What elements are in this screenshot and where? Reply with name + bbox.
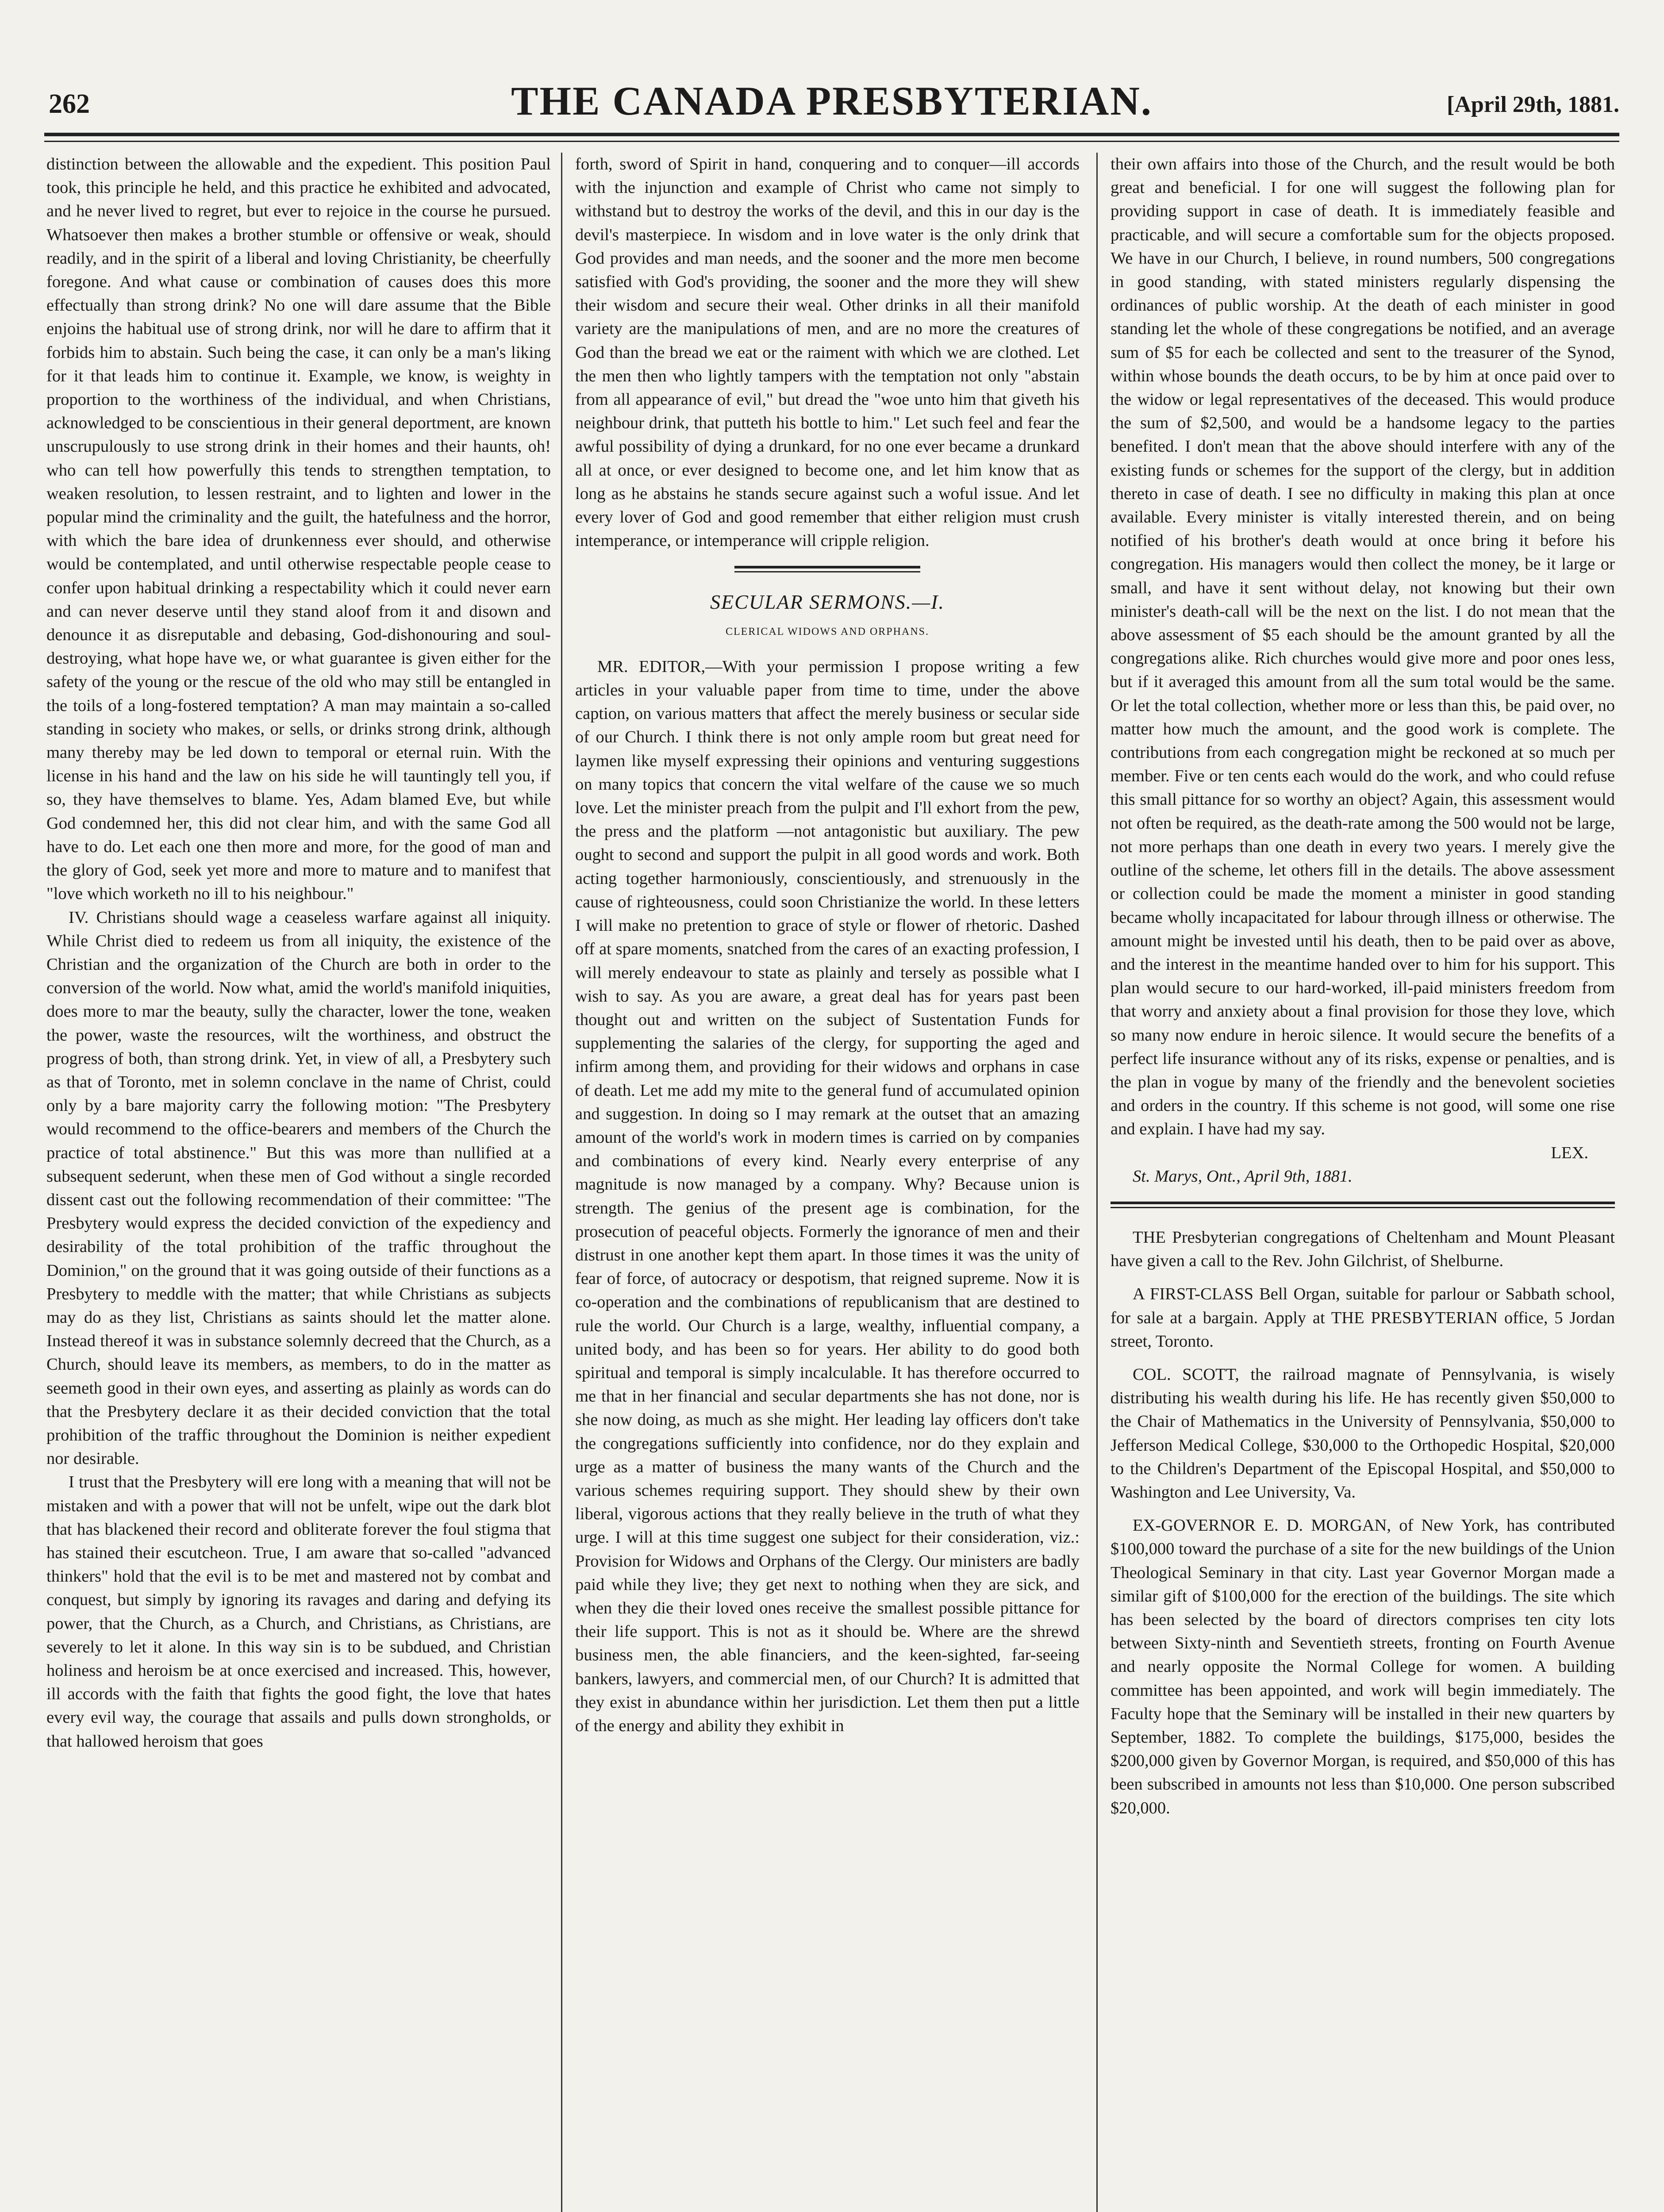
issue-date: [April 29th, 1881.: [1447, 92, 1619, 117]
masthead: [44, 77, 1619, 126]
column-2: [575, 153, 1080, 2212]
column-1: [46, 153, 551, 2212]
dateline: St. Marys, Ont., April 9th, 1881.: [1133, 1167, 1353, 1186]
news-item: COL. SCOTT, the railroad magnate of Pennsylvania, is wisely distributing his wealth during his life. He has recently given $50,000 to the Chair of Mathematics in the University of Pennsylvania, $50,000 to Jefferson Medical College, $30,000 to the Orthopedic Hospital, $20,000 to the Children's Department of the Episcopal Hospital, and $50,000 to Washington and Lee University, Va.: [1111, 1365, 1615, 1502]
header-rule-thin: [44, 141, 1619, 142]
section-separator: [734, 566, 920, 572]
column-3: [1111, 153, 1615, 2212]
column-divider: [1096, 153, 1098, 2212]
header-rule-thick: [44, 133, 1619, 136]
signature: LEX.: [1551, 1143, 1588, 1162]
letter-paragraph: their own affairs into those of the Church, and the result would be both great and beneficial. I for one will suggest the following plan for providing support in case of death. It is immediately feasible and practicable, and will secure a comfortable sum for the objects proposed. We have in our Church, I believe, in round numbers, 500 congregations in good standing, with stated ministers regularly dispensing the ordinances of public worship. At the death of each minister in good standing let the whole of these congregations be notified, and an average sum of $5 for each be collected and sent to the treasurer of the Synod, within whose bounds the death occurs, to be by him at once paid over to the widow or legal representatives of the deceased. This would produce the sum of $2,500, and would be a handsome legacy to the parties benefited. I don't mean that the above should interfere with any of the existing funds or schemes for the support of the clergy, but in addition thereto in case of death. I see no difficulty in making this plan at once available. Every minister is vitally interested therein, and on being notified of his brother's death would at once bring it before his congregation. His managers would then collect the money, be it large or small, and have it sent without delay, not knowing but their own minister's death-call will be the next on the list. I do not mean that the above assessment of $5 each should be the amount granted by all the congregations alike. Rich churches would give more and poor ones less, but if it averaged this amount from all the sum total would be the same. Or let the total collection, whether more or less than this, be paid over, no matter how much the amount, and the good work is complete. The contributions from each congregation might be reckoned at so much per member. Five or ten cents each would do the work, and who could refuse this small pittance for so worthy an object? Again, this assessment would not often be required, as the death-rate among the 500 would not be large, not more perhaps than one death in every two years. I merely give the outline of the scheme, let others fill in the details. The above assessment or collection could be made the moment a minister in good standing became wholly incapacitated for labour through illness or otherwise. The amount might be invested until his death, then to be paid over as above, and the interest in the meantime handed over to him for his support. This plan would secure to our hard-worked, ill-paid ministers freedom from that worry and anxiety about a final provision for those they love, which so many now endure in heroic silence. It would secure the benefits of a perfect life insurance without any of its risks, expense or penalties, and is the plan in vogue by many of the friendly and the benevolent societies and orders in the country. If this scheme is not good, will some one rise and explain. I have had my say.: [1111, 155, 1615, 1139]
section-title: SECULAR SERMONS.—I.: [710, 591, 945, 614]
article-paragraph: I trust that the Presbytery will ere long with a meaning that will not be mistaken and with a power that will not be unfelt, wipe out the dark blot that has blackened their record and obliterate forever the foul stigma that has stained their escutcheon. True, I am aware that so-called "advanced thinkers" hold that the evil is to be met and mastered not by combat and conquest, but simply by ignoring its ravages and daring and defying its power, that the Church, as a Church, and Christians, as Christians, are severely to let it alone. In this way sin is to be subdued, and Christian holiness and heroism be at once exercised and increased. This, however, ill accords with the faith that fights the good fight, the love that hates every evil way, the courage that assails and pulls down strongholds, or that hallowed heroism that goes: [46, 1473, 551, 1751]
page-number: 262: [49, 89, 90, 119]
section-subtitle: CLERICAL WIDOWS AND ORPHANS.: [725, 626, 929, 637]
article-paragraph: IV. Christians should wage a ceaseless warfare against all iniquity. While Christ died to redeem us from all iniquity, the existence of the Christian and the organization of the Church are both in order to the conversion of the world. Now what, amid the world's manifold iniquities, does more to mar the beauty, sully the character, lower the tone, weaken the power, waste the resources, wilt the worthiness, and obstruct the progress of both, than strong drink. Yet, in view of all, a Presbytery such as that of Toronto, met in solemn conclave in the name of Christ, could only by a bare majority carry the following motion: "The Presbytery would recommend to the office-bearers and members of the Church the practice of total abstinence." But this was more than nullified at a subsequent sederunt, when these men of God without a single recorded dissent cast out the following recommendation of their committee: "The Presbytery would express the decided conviction of the expediency and desirability of the total prohibition of the traffic throughout the Dominion," on the ground that it was going outside of their functions as a Presbytery to meddle with the matter; that while Christians as subjects may do as they list, Christians as saints should let the matter alone. Instead thereof it was in substance solemnly decreed that the Church, as a Church, should leave its members, as members, to do in the matter as seemeth good in their own eyes, and asserting as plainly as words can do that the Presbytery declare it as their decided conviction that the total prohibition of the traffic throughout the Dominion is neither expedient nor desirable.: [46, 908, 551, 1468]
article-paragraph: forth, sword of Spirit in hand, conquering and to conquer—ill accords with the injunction and example of Christ who came not simply to withstand but to destroy the works of the devil, and this in our day is the devil's masterpiece. In wisdom and in love water is the only drink that God provides and man needs, and the sooner and the more men become satisfied with God's providing, the sooner and the more they will shew their wisdom and secure their weal. Other drinks in all their manifold variety are the manipulations of men, and are no more the creatures of God than the bread we eat or the raiment with which we are clothed. Let the men then who lightly tampers with the temptation not only "abstain from all appearance of evil," but dread the "woe unto him that giveth his neighbour drink, that putteth his bottle to him." Let such feel and fear the awful possibility of dying a drunkard, for no one ever became a drunkard all at once, or ever designed to become one, and let him know that as long as he abstains he stands secure against such a woful issue. And let every lover of God and good remember that either religion must crush intemperance, or intemperance will cripple religion.: [575, 155, 1080, 550]
news-item: THE Presbyterian congregations of Cheltenham and Mount Pleasant have given a call to the Rev. John Gilchrist, of Shelburne.: [1111, 1228, 1615, 1271]
letter-paragraph: MR. EDITOR,—With your permission I propose writing a few articles in your valuable paper from time to time, under the above caption, on various matters that affect the merely business or secular side of our Church. I think there is not only ample room but great need for laymen like myself expressing their opinions and venturing suggestions on many topics that concern the vital welfare of the cause we so much love. Let the minister preach from the pulpit and I'll exhort from the pew, the press and the platform —not antagonistic but auxiliary. The pew ought to second and support the pulpit in all good words and work. Both acting together harmoniously, conscientiously, and strenuously in the cause of righteousness, could soon Christianize the world. In these letters I will make no pretention to grace of style or flower of rhetoric. Dashed off at spare moments, snatched from the cares of an exacting profession, I will merely endeavour to state as plainly and tersely as possible what I wish to say. As you are aware, a great deal has for years past been thought out and written on the subject of Sustentation Funds for supplementing the salaries of the clergy, for supporting the aged and infirm among them, and providing for their widows and orphans in case of death. Let me add my mite to the general fund of accumulated opinion and suggestion. In doing so I may remark at the outset that an amazing amount of the world's work in modern times is carried on by companies and combinations of every kind. Nearly every enterprise of any magnitude is now managed by a company. Why? Because union is strength. The genius of the present age is combination, for the prosecution of peaceful objects. Formerly the ignorance of men and their distrust in one another kept them apart. In those times it was the unity of fear of force, of autocracy or despotism, that reigned supreme. Now it is co-operation and the combinations of republicanism that are destined to rule the world. Our Church is a large, wealthy, influential company, a united body, and has been so for years. Her ability to do good both spiritual and temporal is simply incalculable. It has therefore occurred to me that in her financial and secular departments she has not done, nor is she now doing, as much as she might. Her leading lay officers don't take the congregations sufficiently into confidence, nor do they explain and urge as a matter of business the many wants of the Church and the various schemes requiring support. They should shew by their own liberal, vigorous actions that they really believe in the truth of what they urge. I will at this time suggest one subject for their consideration, viz.: Provision for Widows and Orphans of the Clergy. Our ministers are badly paid while they live; they get next to nothing when they are sick, and when they die their loved ones receive the smallest possible pittance for their life support. This is not as it should be. Where are the shrewd business men, the able financiers, and the keen-sighted, far-seeing bankers, lawyers, and commercial men, of our Church? It is admitted that they exist in abundance within her jurisdiction. Let them then put a little of the energy and ability they exhibit in: [575, 657, 1080, 1735]
article-paragraph: distinction between the allowable and the expedient. This position Paul took, this principle he held, and this practice he exhibited and advocated, and he never lived to regret, but ever to rejoice in the course he pursued. Whatsoever then makes a brother stumble or offensive or weak, should readily, and in the spirit of a liberal and loving Christianity, be cheerfully foregone. And what cause or combination of causes does this more effectually than strong drink? No one will dare assume that the Bible enjoins the habitual use of strong drink, nor will he dare to affirm that it forbids him to abstain. Such being the case, it can only be a man's liking for it that leads him to continue it. Example, we know, is weighty in proportion to the worthiness of the individual, and when Christians, acknowledged to be conscientious in their general deportment, are known unscrupulously to use strong drink in their homes and their haunts, oh! who can tell how powerfully this tends to strengthen temptation, to weaken resolution, to lessen restraint, and to lighten and lower in the popular mind the criminality and the guilt, the hatefulness and the horror, with which the bare idea of drunkenness ever should, and otherwise would be contemplated, and until otherwise respectable people cease to confer upon habitual drinking a respectability which it could never earn and can never deserve until they stand aloof from it and disown and denounce it as disreputable and debasing, God-dishonouring and soul-destroying, what hope have we, or what guarantee is given either for the safety of the young or the rescue of the old who may still be entangled in the toils of a long-fostered temptation? A man may maintain a so-called standing in society who makes, or sells, or drinks strong drink, although many thereby may be led down to temporal or eternal ruin. With the license in his hand and the law on his side he will tauntingly tell you, if so, they have themselves to blame. Yes, Adam blamed Eve, but while God condemned her, this did not clear him, and with the same God all have to do. Let each one then more and more, for the good of man and the glory of God, seek yet more and more to mature and to manifest that "love which worketh no ill to his neighbour.": [46, 155, 551, 903]
column-divider: [561, 153, 562, 2212]
news-item: EX-GOVERNOR E. D. MORGAN, of New York, has contributed $100,000 toward the purchase of a site for the new buildings of the Union Theological Seminary in that city. Last year Governor Morgan made a similar gift of $100,000 for the erection of the buildings. The site which has been selected by the board of directors comprises ten city lots between Sixty-ninth and Seventieth streets, fronting on Fourth Avenue and nearly opposite the Normal College for women. A building committee has been appointed, and work will begin immediately. The Faculty hope that the Seminary will be installed in their new quarters by September, 1882. To complete the buildings, $175,000, besides the $200,000 given by Governor Morgan, is required, and $50,000 of this has been subscribed in amounts not less than $10,000. One person subscribed $20,000.: [1111, 1516, 1615, 1817]
publication-title: THE CANADA PRESBYTERIAN.: [511, 78, 1153, 123]
section-separator: [1111, 1202, 1615, 1208]
news-item: A FIRST-CLASS Bell Organ, suitable for parlour or Sabbath school, for sale at a bargain. Apply at THE PRESBYTERIAN office, 5 Jordan street, Toronto.: [1111, 1285, 1615, 1351]
